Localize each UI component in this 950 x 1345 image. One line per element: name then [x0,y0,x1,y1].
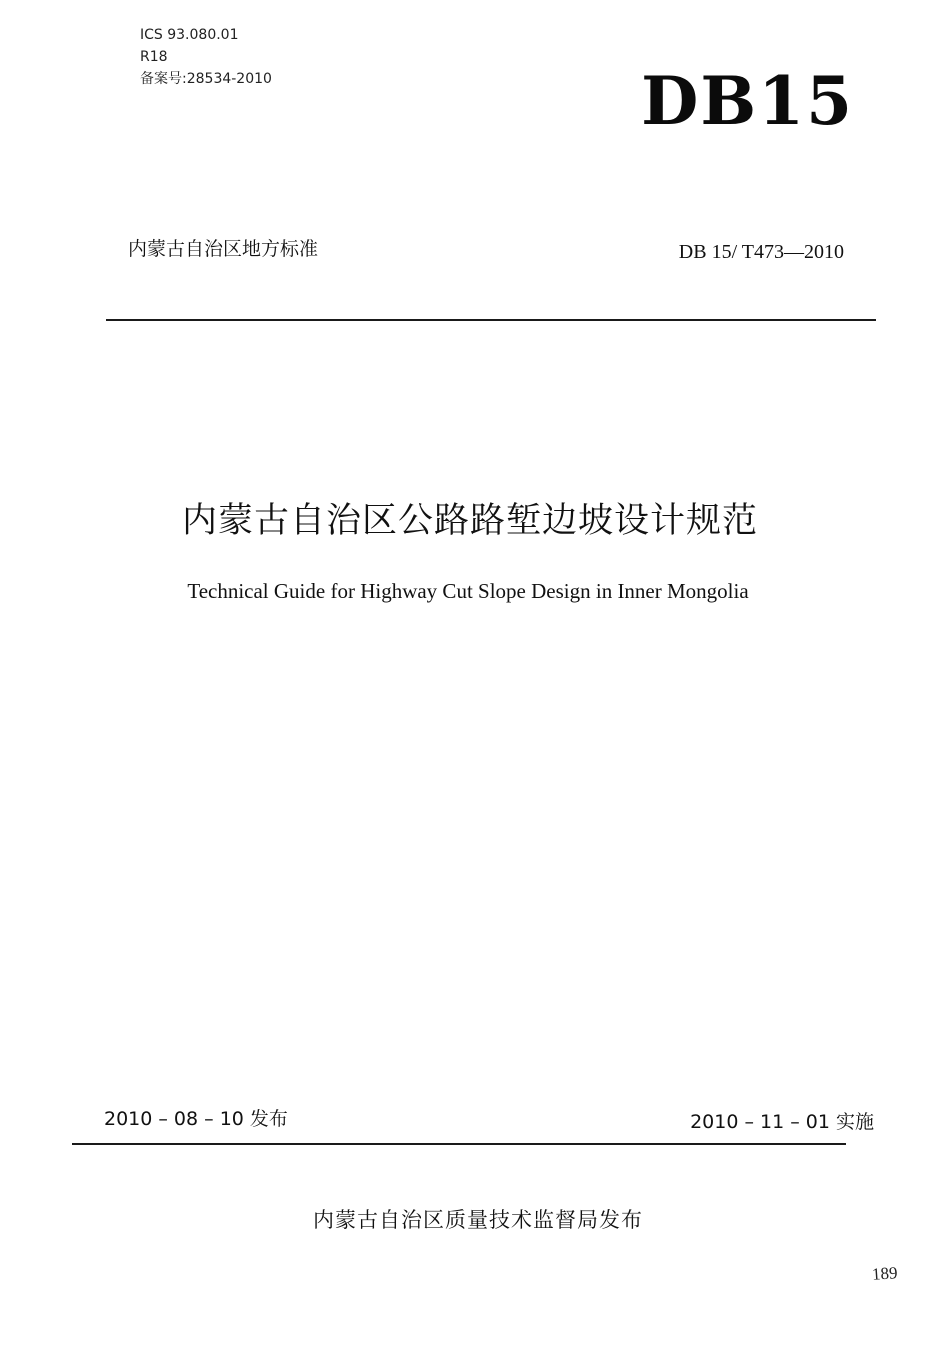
issuing-authority: 内蒙古自治区质量技术监督局发布 [313,1208,643,1232]
ics-code: ICS 93.080.01 [140,27,239,43]
standard-number: DB 15/ T473—2010 [678,241,844,263]
bottom-divider [72,1143,846,1145]
standard-type: 内蒙古自治区地方标准 [128,238,319,260]
filing-number: 备案号:28534-2010 [140,71,272,87]
handwritten-page-mark: 189 [871,1263,899,1284]
title-english: Technical Guide for Highway Cut Slope Design in Inner Mongolia [187,579,749,603]
issue-date: 2010 – 08 – 10 发布 [104,1108,288,1130]
effective-date: 2010 – 11 – 01 实施 [690,1111,874,1133]
classification-code: R18 [140,49,168,65]
db-standard-mark: DB15 [641,62,854,140]
top-divider [106,319,876,321]
title-chinese: 内蒙古自治区公路路堑边坡设计规范 [181,501,758,541]
